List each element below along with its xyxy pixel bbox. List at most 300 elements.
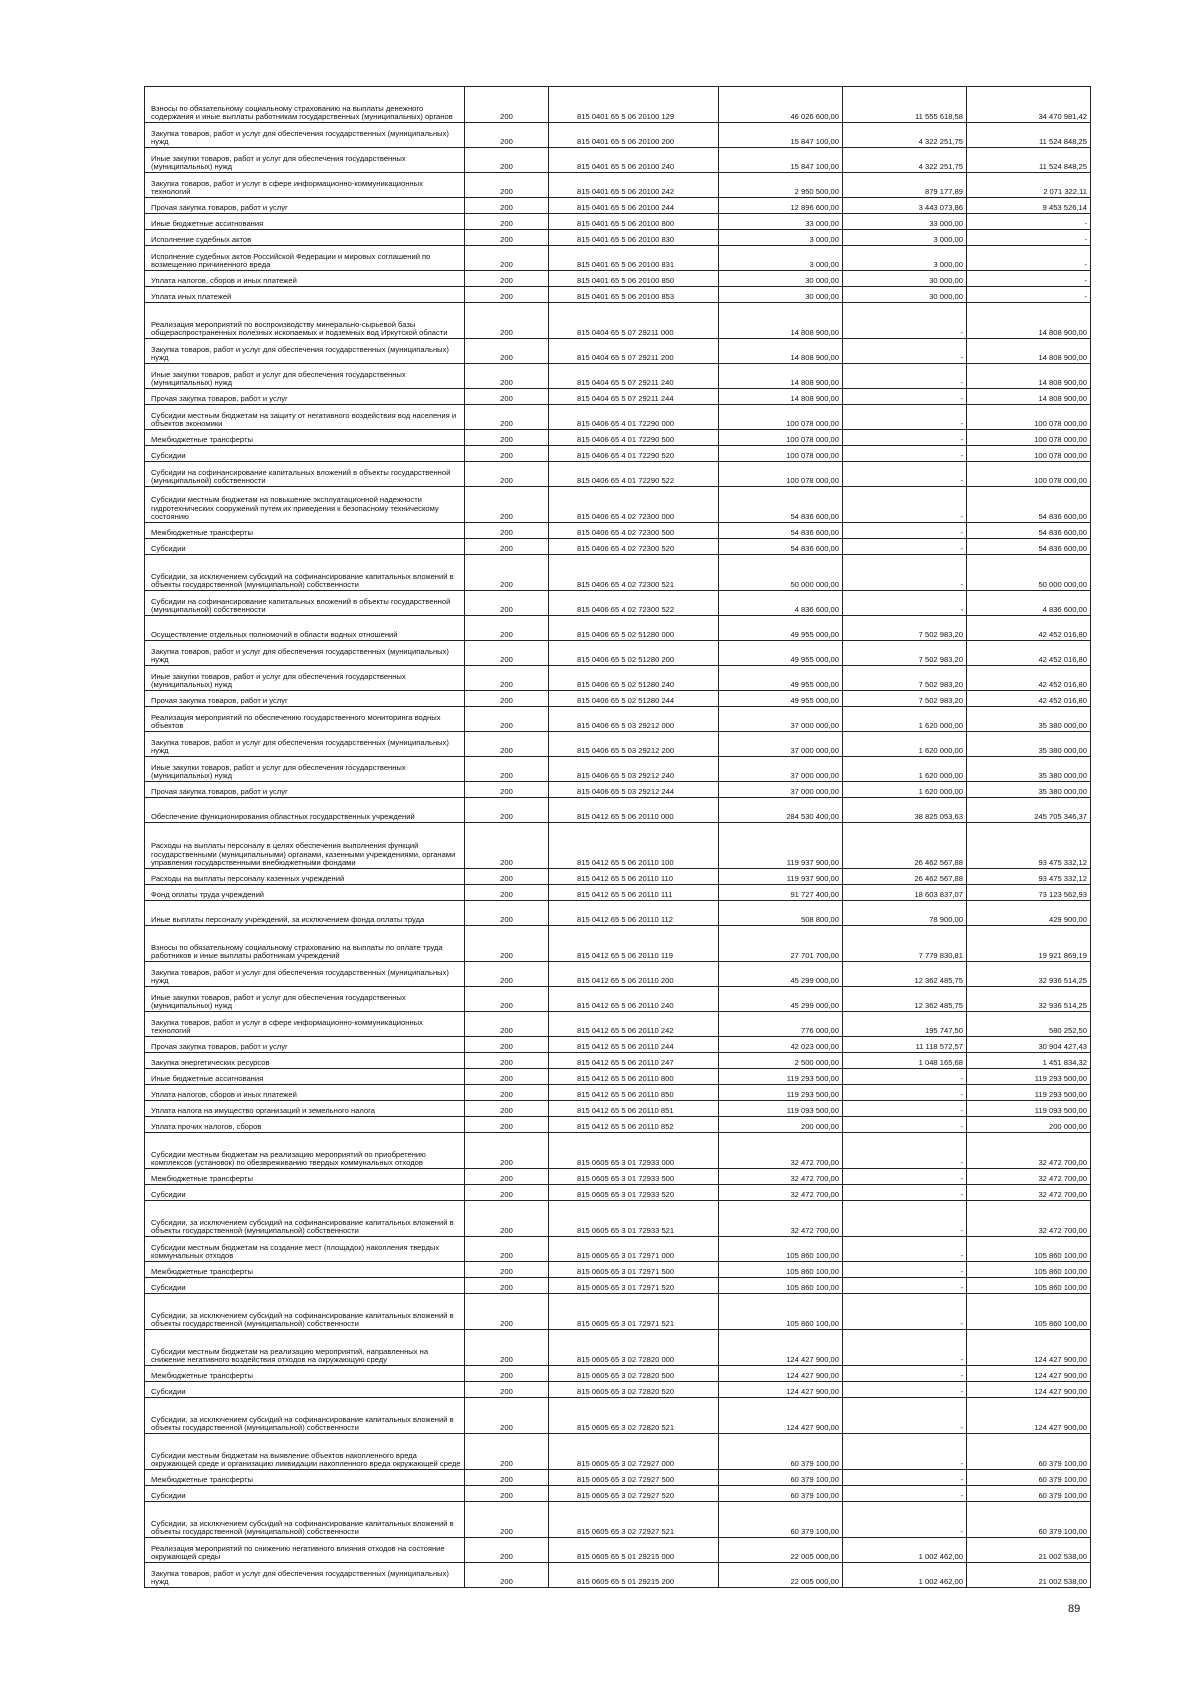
row-executed-amount: -: [843, 1502, 967, 1538]
table-row: [145, 1117, 1091, 1133]
row-code: 200: [465, 1330, 549, 1366]
row-unexecuted-amount: 105 860 100,00: [967, 1262, 1091, 1278]
row-name: Иные бюджетные ассигнования: [145, 214, 465, 230]
table-row: [145, 1470, 1091, 1486]
row-code: 200: [465, 246, 549, 271]
table-row: [145, 1262, 1091, 1278]
row-name: Иные бюджетные ассигнования: [145, 1069, 465, 1085]
row-classification-code: 815 0605 65 3 01 72971 520: [549, 1278, 719, 1294]
row-unexecuted-amount: 32 472 700,00: [967, 1201, 1091, 1237]
row-name: Субсидии: [145, 1278, 465, 1294]
row-code: 200: [465, 405, 549, 430]
row-code: 200: [465, 1012, 549, 1037]
row-unexecuted-amount: 35 380 000,00: [967, 732, 1091, 757]
row-classification-code: 815 0605 65 3 01 72933 500: [549, 1169, 719, 1185]
row-executed-amount: 7 502 983,20: [843, 616, 967, 641]
row-name: Иные закупки товаров, работ и услуг для обеспечения государственных (муниципальных) нужд: [145, 364, 465, 389]
row-name: Закупка товаров, работ и услуг для обеспечения государственных (муниципальных) нужд: [145, 339, 465, 364]
row-classification-code: 815 0412 65 5 06 20110 112: [549, 901, 719, 926]
row-unexecuted-amount: 34 470 981,42: [967, 87, 1091, 123]
row-name: Закупка товаров, работ и услуг для обеспечения государственных (муниципальных) нужд: [145, 732, 465, 757]
row-executed-amount: -: [843, 1169, 967, 1185]
row-executed-amount: -: [843, 1382, 967, 1398]
row-unexecuted-amount: 14 808 900,00: [967, 364, 1091, 389]
row-name: Расходы на выплаты персоналу казенных учреждений: [145, 869, 465, 885]
row-classification-code: 815 0404 65 5 07 29211 240: [549, 364, 719, 389]
row-name: Субсидии: [145, 539, 465, 555]
row-executed-amount: 26 462 567,88: [843, 869, 967, 885]
row-name: Субсидии местным бюджетам на реализацию мероприятий, направленных на снижение негативного воздействия отходов на окружающую среду: [145, 1330, 465, 1366]
row-approved-amount: 100 078 000,00: [719, 446, 843, 462]
table-row: [145, 1037, 1091, 1053]
row-name: Расходы на выплаты персоналу в целях обеспечения выполнения функций государственными (муниципальными) органами, казенными учреждениями, органами управления государственными внебюджетными фондами: [145, 823, 465, 869]
table-row: [145, 523, 1091, 539]
row-classification-code: 815 0406 65 4 01 72290 522: [549, 462, 719, 487]
row-approved-amount: 105 860 100,00: [719, 1294, 843, 1330]
row-name: Иные закупки товаров, работ и услуг для обеспечения государственных (муниципальных) нужд: [145, 987, 465, 1012]
row-classification-code: 815 0401 65 5 06 20100 200: [549, 123, 719, 148]
row-executed-amount: 18 603 837,07: [843, 885, 967, 901]
row-classification-code: 815 0605 65 3 01 72971 000: [549, 1237, 719, 1262]
row-code: 200: [465, 1294, 549, 1330]
table-row: [145, 1398, 1091, 1434]
row-unexecuted-amount: 11 524 848,25: [967, 148, 1091, 173]
row-classification-code: 815 0412 65 5 06 20110 119: [549, 926, 719, 962]
row-classification-code: 815 0412 65 5 06 20110 100: [549, 823, 719, 869]
row-unexecuted-amount: 119 293 500,00: [967, 1085, 1091, 1101]
row-name: Закупка товаров, работ и услуг для обеспечения государственных (муниципальных) нужд: [145, 123, 465, 148]
row-classification-code: 815 0605 65 3 02 72820 521: [549, 1398, 719, 1434]
row-unexecuted-amount: 124 427 900,00: [967, 1366, 1091, 1382]
table-row: [145, 1201, 1091, 1237]
budget-execution-table: [144, 86, 1091, 1588]
row-approved-amount: 100 078 000,00: [719, 430, 843, 446]
row-classification-code: 815 0605 65 3 02 72820 500: [549, 1366, 719, 1382]
row-name: Взносы по обязательному социальному страхованию на выплаты денежного содержания и иные выплаты работникам государственных (муниципальных) органов: [145, 87, 465, 123]
row-executed-amount: -: [843, 1486, 967, 1502]
row-approved-amount: 60 379 100,00: [719, 1470, 843, 1486]
row-code: 200: [465, 616, 549, 641]
row-unexecuted-amount: 4 836 600,00: [967, 591, 1091, 616]
row-unexecuted-amount: 124 427 900,00: [967, 1398, 1091, 1434]
row-name: Субсидии: [145, 1382, 465, 1398]
row-classification-code: 815 0412 65 5 06 20110 240: [549, 987, 719, 1012]
table-row: [145, 666, 1091, 691]
row-approved-amount: 46 026 600,00: [719, 87, 843, 123]
row-approved-amount: 32 472 700,00: [719, 1133, 843, 1169]
row-code: 200: [465, 1237, 549, 1262]
row-executed-amount: -: [843, 1398, 967, 1434]
row-classification-code: 815 0406 65 5 03 29212 240: [549, 757, 719, 782]
row-code: 200: [465, 901, 549, 926]
row-unexecuted-amount: 50 000 000,00: [967, 555, 1091, 591]
row-unexecuted-amount: 14 808 900,00: [967, 389, 1091, 405]
row-unexecuted-amount: 105 860 100,00: [967, 1294, 1091, 1330]
table-row: [145, 901, 1091, 926]
row-classification-code: 815 0406 65 4 02 72300 520: [549, 539, 719, 555]
table-row: [145, 287, 1091, 303]
row-unexecuted-amount: 35 380 000,00: [967, 757, 1091, 782]
table-row: [145, 148, 1091, 173]
row-unexecuted-amount: -: [967, 246, 1091, 271]
row-approved-amount: 14 808 900,00: [719, 364, 843, 389]
row-classification-code: 815 0605 65 3 02 72820 520: [549, 1382, 719, 1398]
row-classification-code: 815 0605 65 3 02 72927 000: [549, 1434, 719, 1470]
row-unexecuted-amount: 42 452 016,80: [967, 691, 1091, 707]
row-unexecuted-amount: -: [967, 214, 1091, 230]
row-classification-code: 815 0412 65 5 06 20110 110: [549, 869, 719, 885]
row-approved-amount: 60 379 100,00: [719, 1434, 843, 1470]
row-approved-amount: 124 427 900,00: [719, 1398, 843, 1434]
row-name: Уплата иных платежей: [145, 287, 465, 303]
row-name: Исполнение судебных актов: [145, 230, 465, 246]
row-unexecuted-amount: 100 078 000,00: [967, 430, 1091, 446]
row-approved-amount: 3 000,00: [719, 246, 843, 271]
table-row: [145, 962, 1091, 987]
row-executed-amount: 3 000,00: [843, 230, 967, 246]
row-executed-amount: -: [843, 1294, 967, 1330]
table-row: [145, 198, 1091, 214]
row-name: Закупка товаров, работ и услуг для обеспечения государственных (муниципальных) нужд: [145, 1563, 465, 1588]
row-name: Субсидии местным бюджетам на повышение эксплуатационной надежности гидротехнических сооружений путем их приведения к безопасному техническому состоянию: [145, 487, 465, 523]
row-code: 200: [465, 1398, 549, 1434]
row-executed-amount: 1 620 000,00: [843, 782, 967, 798]
page-number: 89: [1068, 1603, 1081, 1615]
row-code: 200: [465, 287, 549, 303]
table-row: [145, 1085, 1091, 1101]
table-row: [145, 732, 1091, 757]
row-code: 200: [465, 214, 549, 230]
row-classification-code: 815 0605 65 3 01 72971 521: [549, 1294, 719, 1330]
row-approved-amount: 37 000 000,00: [719, 707, 843, 732]
row-approved-amount: 119 937 900,00: [719, 869, 843, 885]
row-unexecuted-amount: 580 252,50: [967, 1012, 1091, 1037]
row-executed-amount: -: [843, 1201, 967, 1237]
row-unexecuted-amount: 2 071 322,11: [967, 173, 1091, 198]
row-code: 200: [465, 1101, 549, 1117]
row-name: Субсидии на софинансирование капитальных вложений в объекты государственной (муниципальной) собственности: [145, 462, 465, 487]
row-code: 200: [465, 487, 549, 523]
row-classification-code: 815 0605 65 3 01 72933 000: [549, 1133, 719, 1169]
table-row: [145, 87, 1091, 123]
row-unexecuted-amount: 11 524 848,25: [967, 123, 1091, 148]
row-approved-amount: 91 727 400,00: [719, 885, 843, 901]
table-body: [145, 87, 1091, 1588]
row-code: 200: [465, 1117, 549, 1133]
row-approved-amount: 33 000,00: [719, 214, 843, 230]
row-code: 200: [465, 666, 549, 691]
row-unexecuted-amount: 60 379 100,00: [967, 1470, 1091, 1486]
row-classification-code: 815 0401 65 5 06 20100 853: [549, 287, 719, 303]
table-row: [145, 1434, 1091, 1470]
row-classification-code: 815 0605 65 3 02 72927 520: [549, 1486, 719, 1502]
row-classification-code: 815 0406 65 4 02 72300 522: [549, 591, 719, 616]
row-name: Уплата прочих налогов, сборов: [145, 1117, 465, 1133]
row-code: 200: [465, 1169, 549, 1185]
row-name: Фонд оплаты труда учреждений: [145, 885, 465, 901]
row-name: Закупка товаров, работ и услуг для обеспечения государственных (муниципальных) нужд: [145, 641, 465, 666]
table-row: [145, 1330, 1091, 1366]
table-row: [145, 1538, 1091, 1563]
row-classification-code: 815 0412 65 5 06 20110 111: [549, 885, 719, 901]
row-code: 200: [465, 1085, 549, 1101]
row-approved-amount: 12 896 600,00: [719, 198, 843, 214]
row-approved-amount: 105 860 100,00: [719, 1237, 843, 1262]
row-classification-code: 815 0406 65 5 02 51280 200: [549, 641, 719, 666]
row-executed-amount: 7 502 983,20: [843, 691, 967, 707]
row-name: Субсидии, за исключением субсидий на софинансирование капитальных вложений в объекты государственной (муниципальной) собственности: [145, 1398, 465, 1434]
row-classification-code: 815 0412 65 5 06 20110 851: [549, 1101, 719, 1117]
row-classification-code: 815 0406 65 5 03 29212 244: [549, 782, 719, 798]
row-executed-amount: -: [843, 430, 967, 446]
row-unexecuted-amount: -: [967, 230, 1091, 246]
table-row: [145, 1294, 1091, 1330]
row-executed-amount: 38 825 053,63: [843, 798, 967, 823]
row-approved-amount: 200 000,00: [719, 1117, 843, 1133]
row-approved-amount: 49 955 000,00: [719, 616, 843, 641]
row-name: Межбюджетные трансферты: [145, 1366, 465, 1382]
table-row: [145, 1237, 1091, 1262]
row-executed-amount: -: [843, 523, 967, 539]
row-unexecuted-amount: 32 936 514,25: [967, 987, 1091, 1012]
row-code: 200: [465, 339, 549, 364]
row-approved-amount: 42 023 000,00: [719, 1037, 843, 1053]
row-approved-amount: 124 427 900,00: [719, 1330, 843, 1366]
row-name: Реализация мероприятий по воспроизводству минерально-сырьевой базы общераспространенных полезных ископаемых и подземных вод Иркутской области: [145, 303, 465, 339]
row-code: 200: [465, 1563, 549, 1588]
row-unexecuted-amount: -: [967, 271, 1091, 287]
row-code: 200: [465, 173, 549, 198]
row-approved-amount: 32 472 700,00: [719, 1201, 843, 1237]
row-executed-amount: 1 048 165,68: [843, 1053, 967, 1069]
table-row: [145, 591, 1091, 616]
row-approved-amount: 54 836 600,00: [719, 523, 843, 539]
row-approved-amount: 37 000 000,00: [719, 782, 843, 798]
row-executed-amount: -: [843, 1366, 967, 1382]
row-unexecuted-amount: 93 475 332,12: [967, 823, 1091, 869]
row-unexecuted-amount: 42 452 016,80: [967, 616, 1091, 641]
row-approved-amount: 776 000,00: [719, 1012, 843, 1037]
row-name: Закупка товаров, работ и услуг для обеспечения государственных (муниципальных) нужд: [145, 962, 465, 987]
row-code: 200: [465, 462, 549, 487]
row-approved-amount: 45 299 000,00: [719, 962, 843, 987]
row-unexecuted-amount: 119 293 500,00: [967, 1069, 1091, 1085]
row-name: Прочая закупка товаров, работ и услуг: [145, 1037, 465, 1053]
table-row: [145, 1101, 1091, 1117]
row-approved-amount: 119 293 500,00: [719, 1069, 843, 1085]
row-executed-amount: -: [843, 1330, 967, 1366]
table-row: [145, 1053, 1091, 1069]
row-unexecuted-amount: 93 475 332,12: [967, 869, 1091, 885]
row-code: 200: [465, 962, 549, 987]
table-row: [145, 1278, 1091, 1294]
table-row: [145, 798, 1091, 823]
row-executed-amount: 4 322 251,75: [843, 123, 967, 148]
row-executed-amount: -: [843, 1101, 967, 1117]
row-code: 200: [465, 1037, 549, 1053]
row-name: Межбюджетные трансферты: [145, 1470, 465, 1486]
row-approved-amount: 27 701 700,00: [719, 926, 843, 962]
table-row: [145, 782, 1091, 798]
row-executed-amount: -: [843, 1069, 967, 1085]
row-approved-amount: 50 000 000,00: [719, 555, 843, 591]
row-name: Иные закупки товаров, работ и услуг для обеспечения государственных (муниципальных) нужд: [145, 666, 465, 691]
row-classification-code: 815 0412 65 5 06 20110 850: [549, 1085, 719, 1101]
row-code: 200: [465, 869, 549, 885]
row-approved-amount: 22 005 000,00: [719, 1538, 843, 1563]
table-row: [145, 303, 1091, 339]
row-code: 200: [465, 555, 549, 591]
row-approved-amount: 49 955 000,00: [719, 666, 843, 691]
row-unexecuted-amount: 32 472 700,00: [967, 1185, 1091, 1201]
row-unexecuted-amount: 32 472 700,00: [967, 1133, 1091, 1169]
row-unexecuted-amount: 54 836 600,00: [967, 487, 1091, 523]
row-name: Взносы по обязательному социальному страхованию на выплаты по оплате труда работников и иные выплаты работникам учреждений: [145, 926, 465, 962]
row-name: Субсидии, за исключением субсидий на софинансирование капитальных вложений в объекты государственной (муниципальной) собственности: [145, 1502, 465, 1538]
row-code: 200: [465, 446, 549, 462]
row-classification-code: 815 0412 65 5 06 20110 242: [549, 1012, 719, 1037]
row-approved-amount: 30 000,00: [719, 287, 843, 303]
row-executed-amount: 33 000,00: [843, 214, 967, 230]
row-name: Иные закупки товаров, работ и услуг для обеспечения государственных (муниципальных) нужд: [145, 757, 465, 782]
row-code: 200: [465, 823, 549, 869]
row-unexecuted-amount: 124 427 900,00: [967, 1330, 1091, 1366]
row-executed-amount: -: [843, 303, 967, 339]
row-code: 200: [465, 389, 549, 405]
row-classification-code: 815 0605 65 3 01 72971 500: [549, 1262, 719, 1278]
table-row: [145, 430, 1091, 446]
row-executed-amount: 879 177,89: [843, 173, 967, 198]
row-approved-amount: 119 937 900,00: [719, 823, 843, 869]
row-code: 200: [465, 430, 549, 446]
row-unexecuted-amount: 73 123 562,93: [967, 885, 1091, 901]
row-name: Реализация мероприятий по снижению негативного влияния отходов на состояние окружающей среды: [145, 1538, 465, 1563]
row-executed-amount: 1 620 000,00: [843, 757, 967, 782]
row-code: 200: [465, 1069, 549, 1085]
row-classification-code: 815 0401 65 5 06 20100 850: [549, 271, 719, 287]
row-code: 200: [465, 707, 549, 732]
row-classification-code: 815 0412 65 5 06 20110 244: [549, 1037, 719, 1053]
row-classification-code: 815 0605 65 3 02 72820 000: [549, 1330, 719, 1366]
row-unexecuted-amount: 60 379 100,00: [967, 1486, 1091, 1502]
row-name: Субсидии на софинансирование капитальных вложений в объекты государственной (муниципальной) собственности: [145, 591, 465, 616]
row-executed-amount: 1 620 000,00: [843, 732, 967, 757]
row-code: 200: [465, 926, 549, 962]
row-executed-amount: 195 747,50: [843, 1012, 967, 1037]
row-code: 200: [465, 1262, 549, 1278]
row-classification-code: 815 0412 65 5 06 20110 800: [549, 1069, 719, 1085]
row-approved-amount: 14 808 900,00: [719, 303, 843, 339]
table-row: [145, 616, 1091, 641]
row-approved-amount: 119 093 500,00: [719, 1101, 843, 1117]
row-name: Субсидии: [145, 1185, 465, 1201]
row-code: 200: [465, 1185, 549, 1201]
row-classification-code: 815 0401 65 5 06 20100 800: [549, 214, 719, 230]
row-unexecuted-amount: 105 860 100,00: [967, 1278, 1091, 1294]
row-classification-code: 815 0406 65 4 02 72300 521: [549, 555, 719, 591]
row-classification-code: 815 0605 65 5 01 29215 000: [549, 1538, 719, 1563]
row-executed-amount: 3 000,00: [843, 246, 967, 271]
budget-execution-table-wrapper: [144, 86, 1090, 1588]
row-executed-amount: -: [843, 1085, 967, 1101]
row-unexecuted-amount: 124 427 900,00: [967, 1382, 1091, 1398]
row-classification-code: 815 0401 65 5 06 20100 242: [549, 173, 719, 198]
row-executed-amount: -: [843, 1237, 967, 1262]
row-executed-amount: -: [843, 405, 967, 430]
row-executed-amount: 30 000,00: [843, 271, 967, 287]
row-classification-code: 815 0404 65 5 07 29211 200: [549, 339, 719, 364]
row-name: Субсидии местным бюджетам на реализацию мероприятий по приобретению комплексов (установок) по обезвреживанию твердых коммунальных отходов: [145, 1133, 465, 1169]
table-row: [145, 926, 1091, 962]
row-executed-amount: -: [843, 1117, 967, 1133]
row-name: Уплата налогов, сборов и иных платежей: [145, 1085, 465, 1101]
row-code: 200: [465, 691, 549, 707]
row-code: 200: [465, 198, 549, 214]
row-classification-code: 815 0406 65 4 01 72290 520: [549, 446, 719, 462]
row-unexecuted-amount: 14 808 900,00: [967, 339, 1091, 364]
row-unexecuted-amount: -: [967, 287, 1091, 303]
row-classification-code: 815 0406 65 4 01 72290 500: [549, 430, 719, 446]
row-name: Субсидии местным бюджетам на защиту от негативного воздействия вод населения и объектов экономики: [145, 405, 465, 430]
row-code: 200: [465, 641, 549, 666]
row-classification-code: 815 0401 65 5 06 20100 831: [549, 246, 719, 271]
row-approved-amount: 2 500 000,00: [719, 1053, 843, 1069]
table-row: [145, 364, 1091, 389]
row-classification-code: 815 0406 65 5 02 51280 244: [549, 691, 719, 707]
row-executed-amount: -: [843, 462, 967, 487]
row-approved-amount: 100 078 000,00: [719, 462, 843, 487]
table-row: [145, 339, 1091, 364]
table-row: [145, 885, 1091, 901]
row-name: Закупка энергетических ресурсов: [145, 1053, 465, 1069]
row-code: 200: [465, 1538, 549, 1563]
row-name: Обеспечение функционирования областных государственных учреждений: [145, 798, 465, 823]
row-unexecuted-amount: 245 705 346,37: [967, 798, 1091, 823]
row-classification-code: 815 0605 65 3 02 72927 521: [549, 1502, 719, 1538]
row-unexecuted-amount: 32 472 700,00: [967, 1169, 1091, 1185]
row-classification-code: 815 0605 65 3 01 72933 521: [549, 1201, 719, 1237]
row-approved-amount: 60 379 100,00: [719, 1486, 843, 1502]
row-executed-amount: 7 779 830,81: [843, 926, 967, 962]
row-approved-amount: 105 860 100,00: [719, 1278, 843, 1294]
row-executed-amount: 1 002 462,00: [843, 1563, 967, 1588]
row-executed-amount: -: [843, 1434, 967, 1470]
table-row: [145, 1169, 1091, 1185]
row-name: Иные выплаты персоналу учреждений, за исключением фонда оплаты труда: [145, 901, 465, 926]
row-code: 200: [465, 303, 549, 339]
row-name: Прочая закупка товаров, работ и услуг: [145, 198, 465, 214]
table-row: [145, 214, 1091, 230]
row-executed-amount: 26 462 567,88: [843, 823, 967, 869]
table-row: [145, 1486, 1091, 1502]
row-executed-amount: -: [843, 487, 967, 523]
row-approved-amount: 49 955 000,00: [719, 691, 843, 707]
row-classification-code: 815 0406 65 4 02 72300 500: [549, 523, 719, 539]
row-unexecuted-amount: 60 379 100,00: [967, 1434, 1091, 1470]
row-classification-code: 815 0412 65 5 06 20110 852: [549, 1117, 719, 1133]
row-classification-code: 815 0605 65 3 01 72933 520: [549, 1185, 719, 1201]
row-unexecuted-amount: 1 451 834,32: [967, 1053, 1091, 1069]
row-approved-amount: 37 000 000,00: [719, 732, 843, 757]
table-row: [145, 1012, 1091, 1037]
table-row: [145, 1563, 1091, 1588]
table-row: [145, 1382, 1091, 1398]
row-name: Субсидии местным бюджетам на выявление объектов накопленного вреда окружающей среде и организацию ликвидации накопленного вреда окружающей среде: [145, 1434, 465, 1470]
row-code: 200: [465, 230, 549, 246]
row-classification-code: 815 0406 65 5 03 29212 200: [549, 732, 719, 757]
row-unexecuted-amount: 30 904 427,43: [967, 1037, 1091, 1053]
row-approved-amount: 32 472 700,00: [719, 1185, 843, 1201]
